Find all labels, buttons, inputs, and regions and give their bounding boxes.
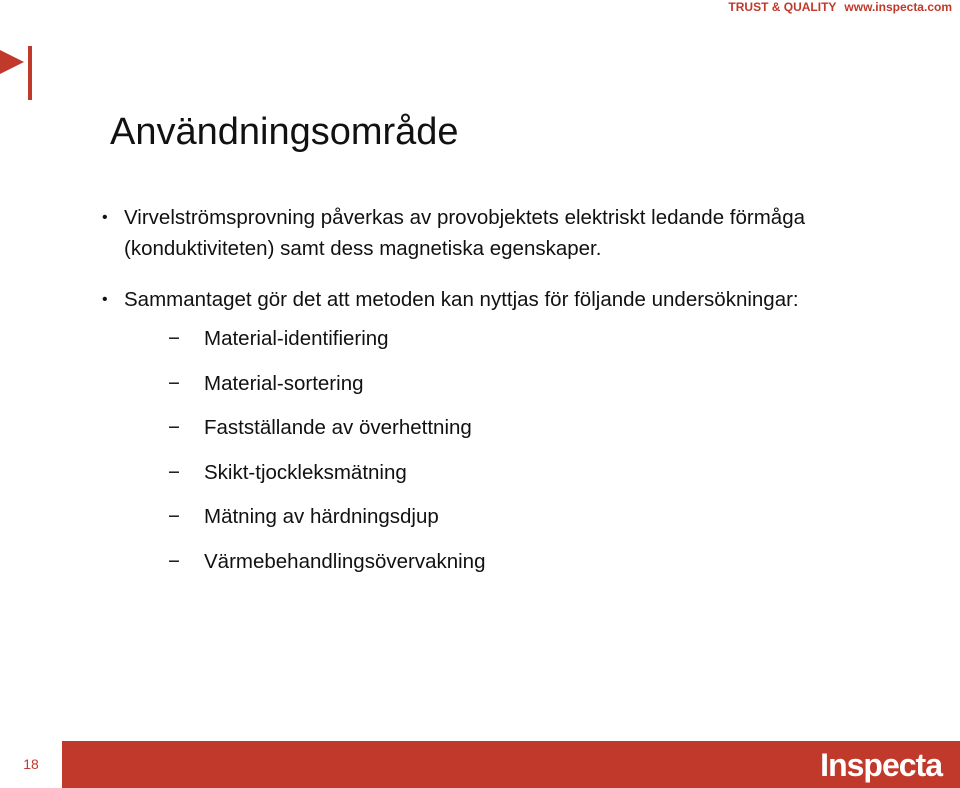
sub-list-item [124,414,950,441]
sub-list-item [124,370,950,397]
dash-marker: − [168,371,180,395]
header-tagline [728,0,952,14]
sub-list-item [124,548,950,575]
inspecta-play-logo-icon [0,46,34,100]
sub-list-item [124,325,950,352]
sub-item-text: Värmebehandlingsövervakning [204,549,486,573]
slide-title: Användningsområde [110,111,459,153]
bullet-item: • Virvelströmsprovning påverkas av provobjektets elektriskt ledande förmåga (konduktiviteten) samt dess magnetiska egenskaper. [100,202,950,264]
page-number: 18 [0,741,62,788]
dash-marker: − [168,460,180,484]
dash-marker: − [168,549,180,573]
sub-list [124,325,950,575]
sub-item-text: Material-identifiering [204,327,389,350]
sub-list-item [124,459,950,486]
website-link[interactable]: www.inspecta.com [844,0,952,14]
sub-item-text: Fastställande av överhettning [204,416,472,439]
bullet-item [100,284,950,575]
slide-content [100,202,950,575]
dash-marker: − [168,416,180,439]
footer-bar [0,741,960,788]
sub-item-text: Mätning av härdningsdjup [204,505,439,528]
bullet-text: Sammantaget gör det att metoden kan nyttjas för följande undersökningar: [124,288,799,311]
sub-list-item [124,503,950,530]
sub-item-text: Material-sortering [204,371,364,395]
dash-marker: − [168,505,180,528]
tagline-text: TRUST & QUALITY [728,0,837,14]
inspecta-brand-logo: Inspecta [820,747,942,783]
sub-item-text: Skikt-tjockleksmätning [204,460,407,484]
dash-marker: − [168,327,180,350]
